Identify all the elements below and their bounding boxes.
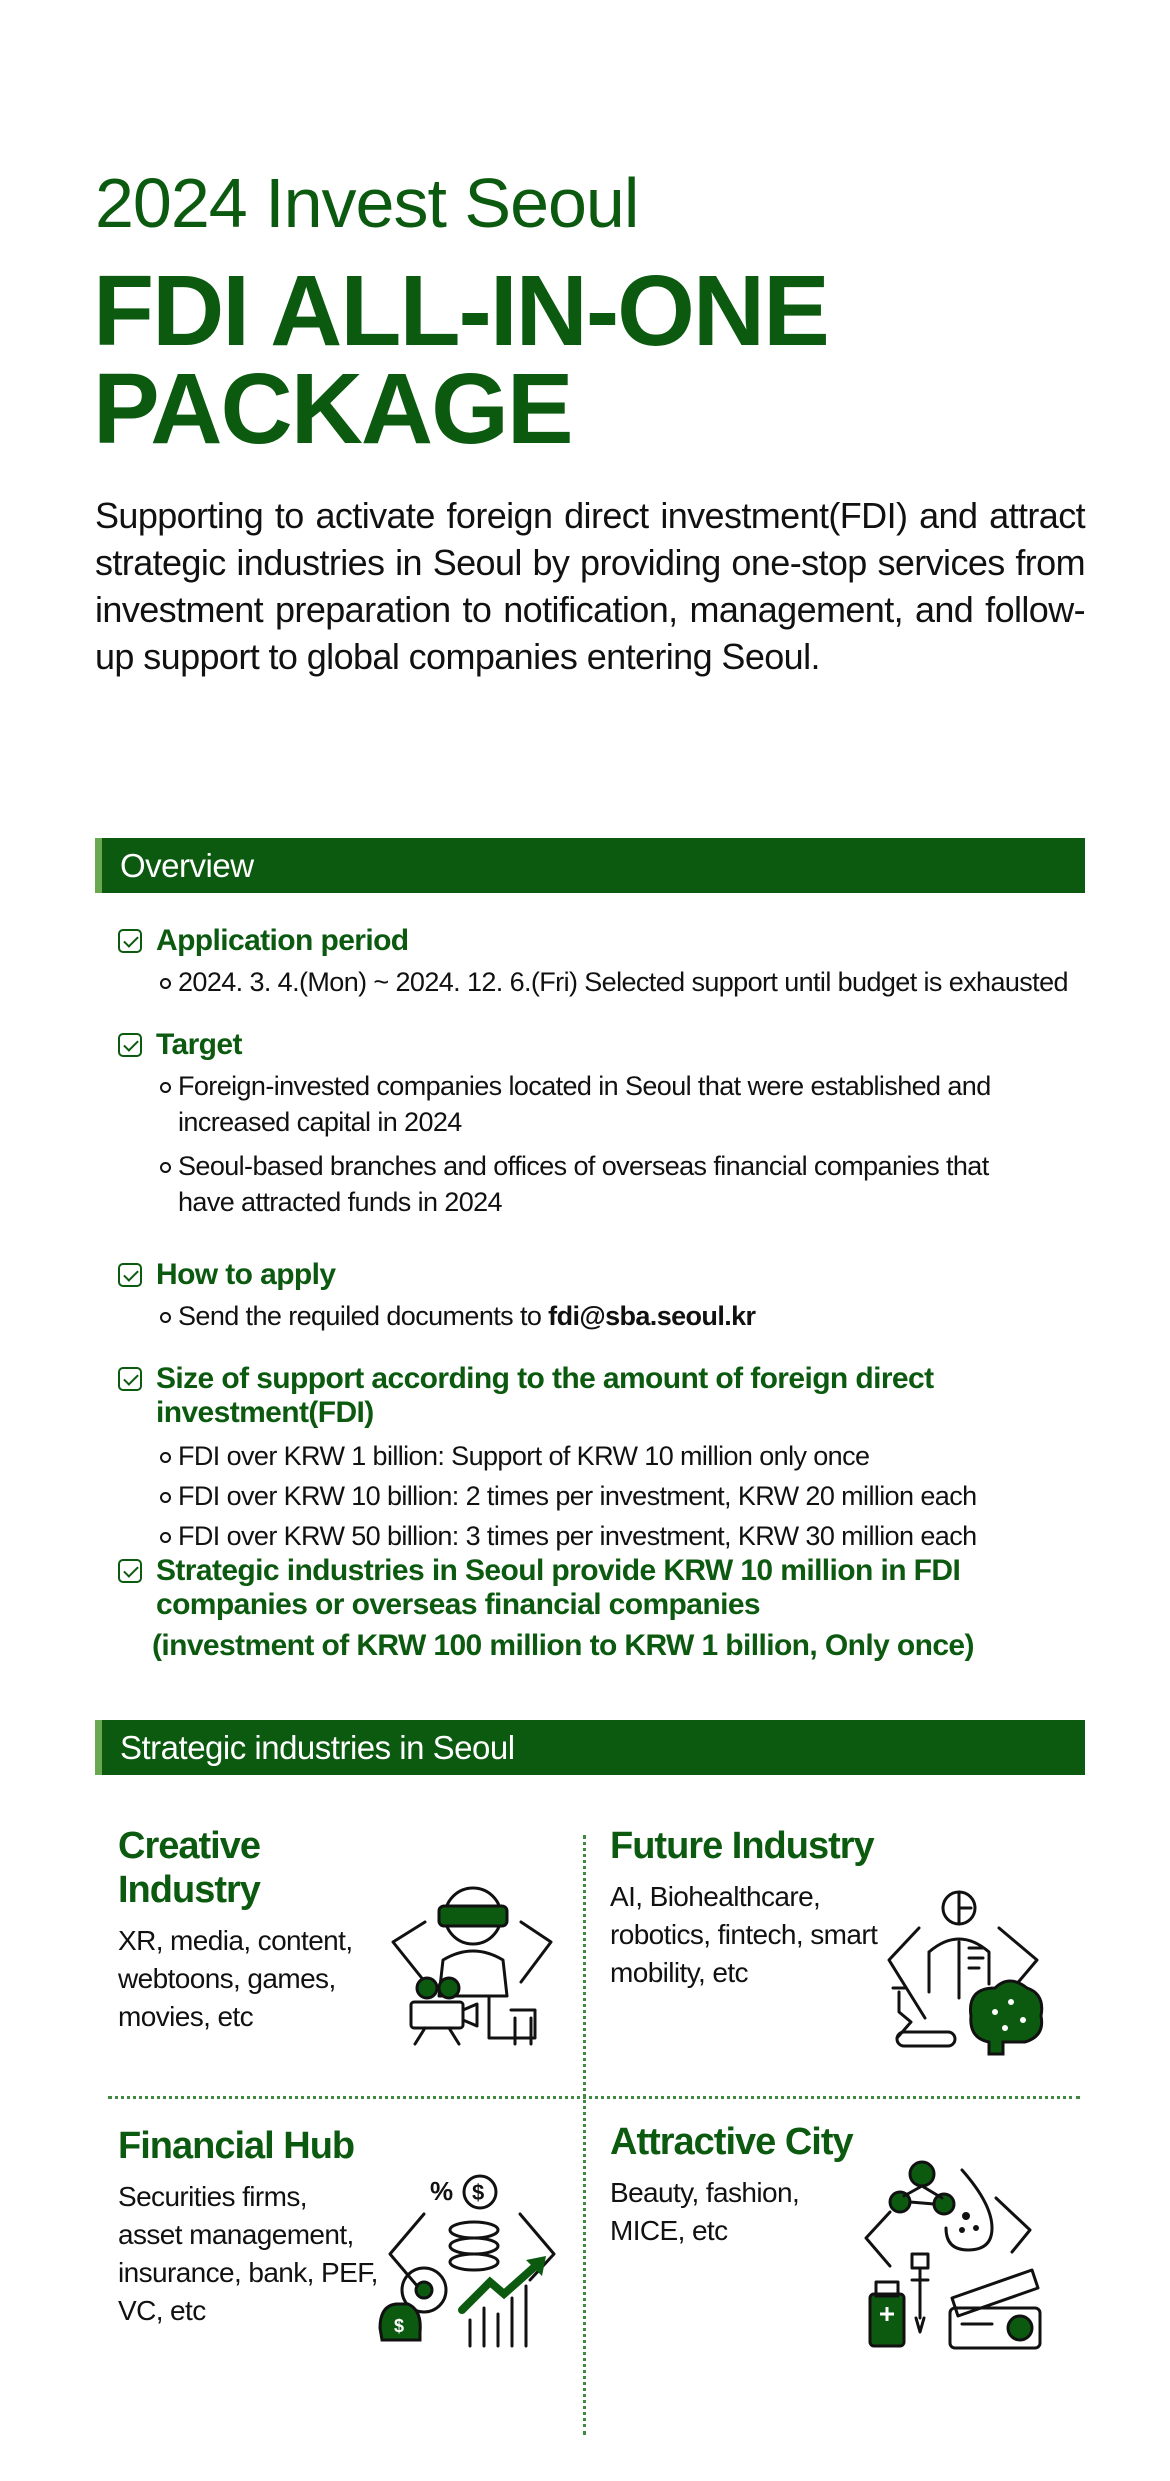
industry-desc: Securities firms, asset management, insurance, bank, PEF, VC, etc <box>118 2181 378 2326</box>
vr-headset-camera-icon <box>385 1878 555 2048</box>
grid-divider-horizontal <box>108 2096 1080 2099</box>
finance-coins-chart-icon <box>370 2170 558 2350</box>
target <box>118 1028 1098 1226</box>
industry-title: Creative Industry <box>118 1825 260 1911</box>
list-item: Seoul-based branches and offices of overseas financial companies that have attracted funds in 2024 <box>160 1148 1018 1220</box>
cosmetics-icon <box>862 2158 1048 2354</box>
list-item: Send the requiled documents to fdi@sba.seoul.kr <box>160 1298 1098 1334</box>
how-to-apply-heading: How to apply <box>156 1258 336 1291</box>
industry-creative <box>118 1824 378 2036</box>
application-period <box>118 924 1098 1006</box>
strategic-support-heading: Strategic industries in Seoul provide KRW 10 million in FDI companies or overseas financial companies <box>156 1554 961 1621</box>
checkbox-icon <box>118 1263 142 1287</box>
industry-title: Attractive City <box>610 2121 853 2163</box>
list-item: 2024. 3. 4.(Mon) ~ 2024. 12. 6.(Fri) Selected support until budget is exhausted <box>160 964 1098 1000</box>
size-of-support-heading: Size of support according to the amount of foreign direct investment(FDI) <box>156 1362 934 1429</box>
title-line-2: PACKAGE <box>93 353 572 465</box>
application-period-heading: Application period <box>156 924 409 957</box>
svg-text:%: % <box>430 2176 454 2206</box>
email-address: fdi@sba.seoul.kr <box>548 1301 756 1331</box>
strategic-support <box>118 1554 1078 1664</box>
industry-city <box>610 2120 870 2250</box>
industry-desc: Beauty, fashion, MICE, etc <box>610 2177 800 2246</box>
list-item: FDI over KRW 10 billion: 2 times per investment, KRW 20 million each <box>160 1478 1098 1514</box>
how-to-apply <box>118 1258 1098 1340</box>
overview-section-bar: Overview <box>95 838 1085 893</box>
list-item: Foreign-invested companies located in Seoul that were established and increased capital in 2024 <box>160 1068 1018 1140</box>
grid-divider-vertical <box>583 1835 586 2435</box>
checkbox-icon <box>118 1033 142 1057</box>
checkbox-icon <box>118 1367 142 1391</box>
industry-desc: XR, media, content, webtoons, games, movies, etc <box>118 1925 353 2032</box>
industry-financial <box>118 2124 378 2330</box>
intro-paragraph: Supporting to activate foreign direct investment(FDI) and attract strategic industries in Seoul by providing one-stop services from investment preparation to notification, management, and follow-up support to global companies entering Seoul. <box>95 495 1085 677</box>
svg-text:$: $ <box>394 2316 405 2336</box>
industry-future <box>610 1824 880 1992</box>
industry-desc: AI, Biohealthcare, robotics, fintech, smart mobility, etc <box>610 1881 878 1988</box>
page-title <box>93 255 828 465</box>
checkbox-icon <box>118 929 142 953</box>
checkbox-icon <box>118 1559 142 1583</box>
industries-section-bar: Strategic industries in Seoul <box>95 1720 1085 1775</box>
robot-brain-icon <box>885 1888 1045 2056</box>
list-item: FDI over KRW 1 billion: Support of KRW 10 million only once <box>160 1438 1098 1474</box>
year-line: 2024 Invest Seoul <box>95 164 639 242</box>
title-line-1: FDI ALL-IN-ONE <box>93 255 828 367</box>
svg-text:$: $ <box>472 2180 485 2205</box>
strategic-support-note: (investment of KRW 100 million to KRW 1 billion, Only once) <box>152 1629 974 1662</box>
size-of-support <box>118 1362 1098 1560</box>
list-item: FDI over KRW 50 billion: 3 times per investment, KRW 30 million each <box>160 1518 1098 1554</box>
industry-title: Future Industry <box>610 1825 874 1867</box>
target-heading: Target <box>156 1028 242 1061</box>
industry-title: Financial Hub <box>118 2125 355 2167</box>
